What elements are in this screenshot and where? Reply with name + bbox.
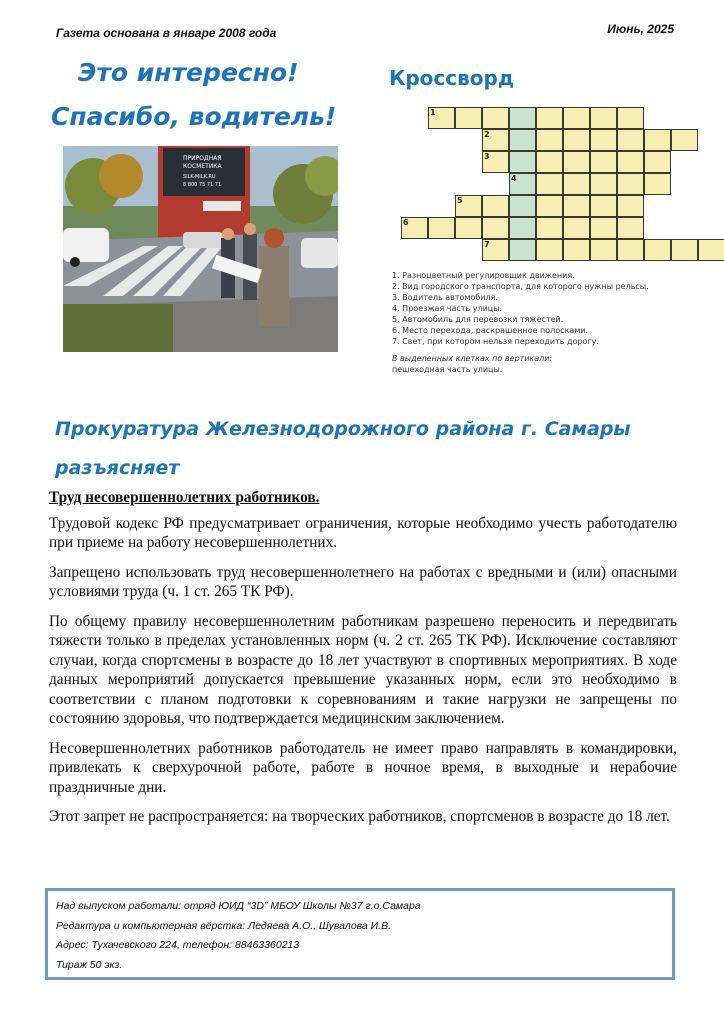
crossword-cell	[536, 239, 563, 261]
crossword-cell	[563, 151, 590, 173]
feature-title: Это интересно!	[78, 58, 299, 87]
crossword-number: 2	[484, 130, 490, 139]
crossword-number: 7	[484, 240, 490, 249]
article-heading: Прокуратура Железнодорожного района г. Самары	[55, 418, 631, 440]
crossword-cell	[509, 239, 536, 261]
feature-subtitle: Спасибо, водитель!	[51, 102, 337, 131]
imprint-line-4: Тираж 50 экз.	[56, 958, 123, 971]
article-paragraph-1: Трудовой кодекс РФ предусматривает ограничения, которые необходимо учесть работодателю при приеме на работу несовершеннолетних.	[49, 514, 677, 551]
crossword-cell	[509, 195, 536, 217]
crossword-cell	[563, 129, 590, 151]
imprint-line-1: Над выпуском работали: отряд ЮИД “3D” МБОУ Школы №37 г.о.Самара	[56, 900, 421, 912]
vertical-clue-answer: пешеходная часть улицы.	[392, 365, 503, 374]
crossword-clues	[392, 270, 652, 375]
crossword-cell	[590, 173, 617, 195]
crossword-cell	[563, 107, 590, 129]
crossword-cell	[617, 195, 644, 217]
billboard-text-1: ПРИРОДНАЯ	[183, 155, 222, 162]
article-paragraph-3: По общему правилу несовершеннолетним работникам разрешено переносить и передвигать тяжести только в пределах установленных норм (ч. 2 ст. 265 ТК РФ). Исключение составляют случаи, когда спортсмены в возрасте до 18 лет участвуют в спортивных мероприятиях. В ходе данных мероприятий допускается превышение указанных норм, если это необходимо в соответствии с планом подготовки к соревнованиям и такие нагрузки не запрещены по состоянию здоровья, что подтверждается медицинским заключением.	[49, 612, 677, 727]
crossword-cell	[536, 129, 563, 151]
crossword-cell	[455, 107, 482, 129]
crossword-cell	[536, 151, 563, 173]
crossword-cell	[509, 129, 536, 151]
crossword-cell	[617, 217, 644, 239]
crosswalk-illustration	[63, 146, 338, 352]
crossword-number: 1	[430, 108, 436, 117]
crosswalk-photo	[63, 146, 338, 352]
crossword-cell	[590, 151, 617, 173]
imprint-line-2: Редактура и компьютерная вёрстка: Ледяева А.О., Шувалова И.В.	[56, 919, 392, 932]
article-body	[49, 488, 677, 837]
crossword-cell	[536, 217, 563, 239]
article-heading-2: разъясняет	[55, 457, 180, 479]
crossword-cell	[617, 239, 644, 261]
crossword-cell	[428, 217, 455, 239]
crossword-cell	[536, 195, 563, 217]
crossword-cell	[644, 173, 671, 195]
clue-2: 2. Вид городского транспорта, для которого нужны рельсы.	[392, 282, 649, 291]
crossword-cell	[563, 173, 590, 195]
crossword-cell	[617, 151, 644, 173]
imprint-box	[45, 888, 675, 980]
billboard-text-4: 8 800 75 71 71	[183, 182, 222, 188]
crossword-cell	[671, 239, 698, 261]
crossword-cell	[617, 129, 644, 151]
imprint-line-3: Адрес: Тухачевского 224, телефон: 88463360213	[56, 939, 300, 951]
billboard-text-2: КОСМЕТИКА	[183, 163, 222, 170]
crossword-cell	[482, 195, 509, 217]
crossword-cell	[563, 217, 590, 239]
crossword-cell	[671, 129, 698, 151]
crossword-cell	[536, 173, 563, 195]
issue-date: Июнь, 2025	[607, 22, 674, 36]
billboard-text-3: SILK-MILK.RU	[183, 174, 216, 180]
crossword-cell	[590, 129, 617, 151]
clue-1: 1. Разноцветный регулировщик движения.	[392, 271, 575, 280]
crossword-cell	[563, 239, 590, 261]
crossword-cell	[509, 217, 536, 239]
article-paragraph-4: Несовершеннолетних работников работодатель не имеет право направлять в командировки, привлекать к сверхурочной работе, работе в ночное время, в выходные и нерабочие праздничные дни.	[49, 739, 677, 796]
vertical-clue-label: В выделенных клетках по вертикали:	[392, 354, 553, 363]
crossword-cell	[590, 239, 617, 261]
crossword-cell	[509, 151, 536, 173]
crossword-cell	[482, 217, 509, 239]
crossword-cell	[644, 151, 671, 173]
crossword-title: Кроссворд	[389, 66, 514, 90]
clue-7: 7. Свет, при котором нельзя переходить дорогу.	[392, 337, 599, 346]
crossword-cell	[590, 107, 617, 129]
crossword-cell	[563, 195, 590, 217]
crossword-cell	[536, 107, 563, 129]
crossword-cell	[644, 129, 671, 151]
clue-3: 3. Водитель автомобиля.	[392, 293, 498, 302]
crossword-number: 5	[457, 196, 463, 205]
founded-note: Газета основана в январе 2008 года	[56, 26, 277, 40]
crossword-cell	[590, 195, 617, 217]
crossword-cell	[617, 173, 644, 195]
crossword-number: 6	[403, 218, 409, 227]
crossword-cell	[509, 107, 536, 129]
crossword-number: 4	[511, 174, 517, 183]
crossword-cell	[644, 239, 671, 261]
article-paragraph-5: Этот запрет не распространяется: на творческих работников, спортсменов в возрасте до 18 лет.	[49, 808, 670, 825]
article-paragraph-2: Запрещено использовать труд несовершеннолетнего на работах с вредными и (или) опасными условиями труда (ч. 1 ст. 265 ТК РФ).	[49, 563, 677, 600]
crossword-cell	[482, 107, 509, 129]
crossword-cell	[617, 107, 644, 129]
clue-6: 6. Место перехода, раскрашенное полосками.	[392, 326, 589, 335]
crossword-cell	[698, 239, 724, 261]
clue-5: 5. Автомобиль для перевозки тяжестей.	[392, 315, 564, 324]
crossword-cell	[590, 217, 617, 239]
crossword-cell	[455, 217, 482, 239]
article-subtitle: Труд несовершеннолетних работников.	[49, 489, 320, 506]
crossword-number: 3	[484, 152, 490, 161]
clue-4: 4. Проезжая часть улицы.	[392, 304, 503, 313]
